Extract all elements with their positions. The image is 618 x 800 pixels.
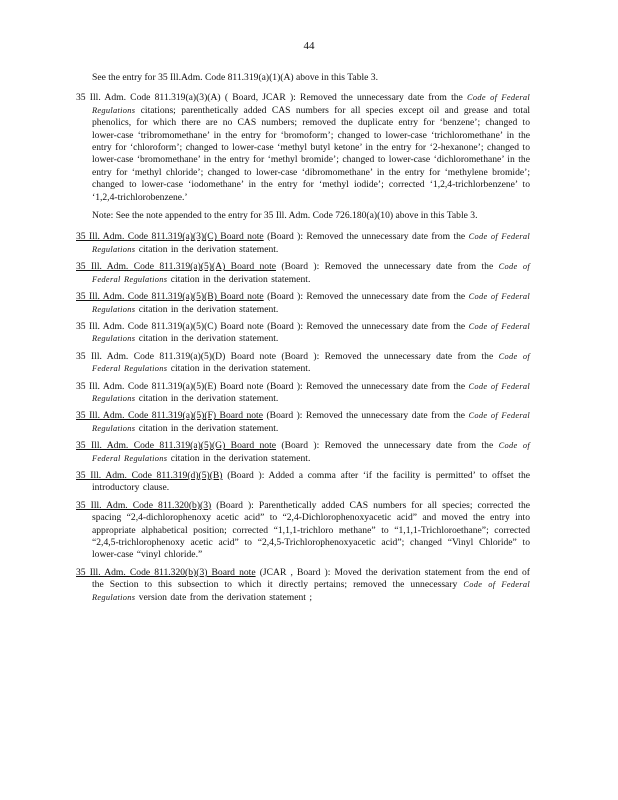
intro-line: See the entry for 35 Ill.Adm. Code 811.319(a)(1)(A) above in this Table 3. — [92, 72, 379, 83]
board-note-entry: 35 Ill. Adm. Code 811.319(a)(5)(A) Board note (Board ): Removed the unnecessary date from the Code of Federal Regulations citation in the derivation statement. — [76, 261, 530, 285]
board-note-line2: citation in the derivation statement. — [138, 333, 279, 345]
board-note-entry: 35 Ill. Adm. Code 811.319(a)(5)(D) Board note (Board ): Removed the unnecessary date from the Code of Federal Regulations citation in the derivation statement. — [76, 350, 530, 375]
entry-320-text: (Board ): Parenthetically added CAS numbers for all species; corrected the spacing “2,4-dichlorophenoxy acetic acid” to “2,4-Dichlorophenoxyacetic acid” and moved the entry into appropriate alphabetical position; corrected “1,1,1-trichloro methane” to “1,1,1-Trichloroethane”; corrected “2,4,5-trichlorophenoxy acetic acid” to “2,4,5-Trichlorophenoxyacetic acid”; changed “Vinyl Chloride” to lower-case “vinyl chloride.” — [92, 499, 530, 561]
entry-811-320-b-3 — [76, 500, 530, 562]
board-note-tail: (Board ): Removed the unnecessary date from — [281, 350, 477, 362]
entry-320-cite: 35 Ill. Adm. Code 811.320(b)(3) — [76, 499, 212, 511]
entry-320-note-cite: 35 Ill. Adm. Code 811.320(b)(3) Board note — [76, 566, 256, 578]
board-note-tail: (Board ): Removed the unnecessary date from — [267, 320, 451, 332]
entry-811-319-a-3-A — [76, 92, 530, 204]
entry-cite: 35 Ill. Adm. Code 811.319(a)(3)(A) — [76, 92, 221, 104]
cfr-phrase: Code of Federal Regulations — [92, 321, 531, 344]
board-note-cite: 35 Ill. Adm. Code 811.319(a)(5)(D) Board note — [76, 350, 277, 362]
entry-320-note-post: version date from the derivation statement ; — [138, 591, 313, 603]
cfr-phrase: Code of Federal Regulations — [92, 262, 530, 284]
board-note-line2: citation in the derivation statement. — [138, 303, 279, 315]
entry-tag: ( Board, JCAR ): — [224, 92, 296, 104]
entry-320-note-pre: (JCAR , Board ): Moved the derivation statement from the end of the Section to this subsection to which it directly pertains; removed the unnecessary — [92, 566, 530, 591]
board-note-tail: (Board ): Removed the unnecessary date from — [267, 231, 451, 243]
board-note-line2: citation in the derivation statement. — [170, 273, 311, 285]
page-number: 44 — [303, 40, 315, 52]
board-note-entry: 35 Ill. Adm. Code 811.319(a)(5)(B) Board note (Board ): Removed the unnecessary date from the Code of Federal Regulations citation in the derivation statement. — [76, 291, 531, 315]
cfr-phrase: Code of Federal Regulations — [92, 232, 531, 254]
cfr-phrase: Code of Federal Regulations — [92, 411, 531, 433]
board-note-cite: 35 Ill. Adm. Code 811.319(a)(5)(E) Board note — [76, 380, 264, 392]
board-note-line2: citation in the derivation statement. — [170, 452, 311, 464]
board-note-line2: citation in the derivation statement. — [138, 422, 279, 434]
board-note-cite: 35 Ill. Adm. Code 811.319(a)(5)(A) Board note — [76, 261, 277, 273]
entry-d-cite: 35 Ill. Adm. Code 811.319(d)(5)(B) — [76, 469, 223, 481]
board-note-line2: citation in the derivation statement. — [138, 243, 279, 255]
amendment-list — [76, 72, 530, 609]
board-note-entry: 35 Ill. Adm. Code 811.319(a)(5)(G) Board note (Board ): Removed the unnecessary date from the Code of Federal Regulations citation in the derivation statement. — [76, 440, 530, 464]
cfr-phrase: Code of Federal Regulations — [92, 381, 531, 403]
board-note-tail: (Board ): Removed the unnecessary date from — [281, 261, 477, 273]
entry-811-319-d-5-B — [76, 470, 530, 495]
board-note-cite: 35 Ill. Adm. Code 811.319(a)(5)(F) Board note — [76, 410, 263, 422]
entry-post: citations; parenthetically added CAS numbers for all species except oil and grease and total phenolics, for which there are no CAS numbers; removed the duplicate entry for ‘benzene’; changed to lower-case ‘tribromomethane’ in the entry for ‘bromoform’; changed to lower-case ‘trichloromethane’ in the entry for ‘chloroform’; changed to lower-case ‘methyl butyl ketone’ in the entry for ‘2-hexanone’; changed to lower-case ‘bromomethane’ in the entry for ‘methyl bromide’; changed to lower-case ‘dichloromethane’ in the entry for ‘methyl chloride’; changed to lower-case ‘dibromomethane’ in the entry for ‘methylene bromide’; changed to lower-case ‘iodomethane’ in the entry for ‘methyl iodide’; corrected ‘1,2,4-trichlorbenzene’ to ‘1,2,4-trichlorobenzene.’ — [92, 104, 530, 203]
board-note-entry: 35 Ill. Adm. Code 811.319(a)(5)(C) Board note (Board ): Removed the unnecessary date from the Code of Federal Regulations citation in the derivation statement. — [76, 320, 531, 345]
board-note-tail: (Board ): Removed the unnecessary date from — [266, 380, 450, 392]
cfr-phrase: Code of Federal Regulations — [92, 93, 531, 115]
board-note-line2: citation in the derivation statement. — [170, 363, 311, 375]
board-note-entry: 35 Ill. Adm. Code 811.319(a)(5)(F) Board note (Board ): Removed the unnecessary date from the Code of Federal Regulations citation in the derivation statement. — [76, 410, 531, 434]
cfr-phrase: Code of Federal Regulations — [92, 580, 530, 602]
entry-811-320-b-3-board-note — [76, 567, 530, 604]
board-note-tail: (Board ): Removed the unnecessary date from — [267, 291, 451, 303]
board-note-tail: (Board ): Removed the unnecessary date from — [281, 440, 477, 452]
board-note-entry: 35 Ill. Adm. Code 811.319(a)(3)(C) Board note (Board ): Removed the unnecessary date from the Code of Federal Regulations citation in the derivation statement. — [76, 231, 531, 255]
board-note-entry: 35 Ill. Adm. Code 811.319(a)(5)(E) Board note (Board ): Removed the unnecessary date from the Code of Federal Regulations citation in the derivation statement. — [76, 380, 531, 404]
note-paragraph: Note: See the note appended to the entry for 35 Ill. Adm. Code 726.180(a)(10) above in this Table 3. — [92, 210, 478, 222]
cfr-phrase: Code of Federal Regulations — [92, 351, 530, 374]
entry-d-text: (Board ): Added a comma after ‘if the facility is permitted’ to offset the introductory clause. — [92, 469, 531, 494]
entry-pre: Removed the unnecessary date from the — [300, 92, 463, 104]
board-note-cite: 35 Ill. Adm. Code 811.319(a)(5)(G) Board note — [76, 440, 277, 452]
board-note-cite: 35 Ill. Adm. Code 811.319(a)(5)(C) Board note — [76, 320, 264, 332]
board-note-cite: 35 Ill. Adm. Code 811.319(a)(3)(C) Board note — [76, 231, 264, 243]
board-note-cite: 35 Ill. Adm. Code 811.319(a)(5)(B) Board note — [76, 291, 264, 303]
cfr-phrase: Code of Federal Regulations — [92, 441, 530, 463]
board-note-line2: citation in the derivation statement. — [138, 392, 279, 404]
board-note-tail: (Board ): Removed the unnecessary date from — [266, 410, 450, 422]
cfr-phrase: Code of Federal Regulations — [92, 292, 531, 314]
